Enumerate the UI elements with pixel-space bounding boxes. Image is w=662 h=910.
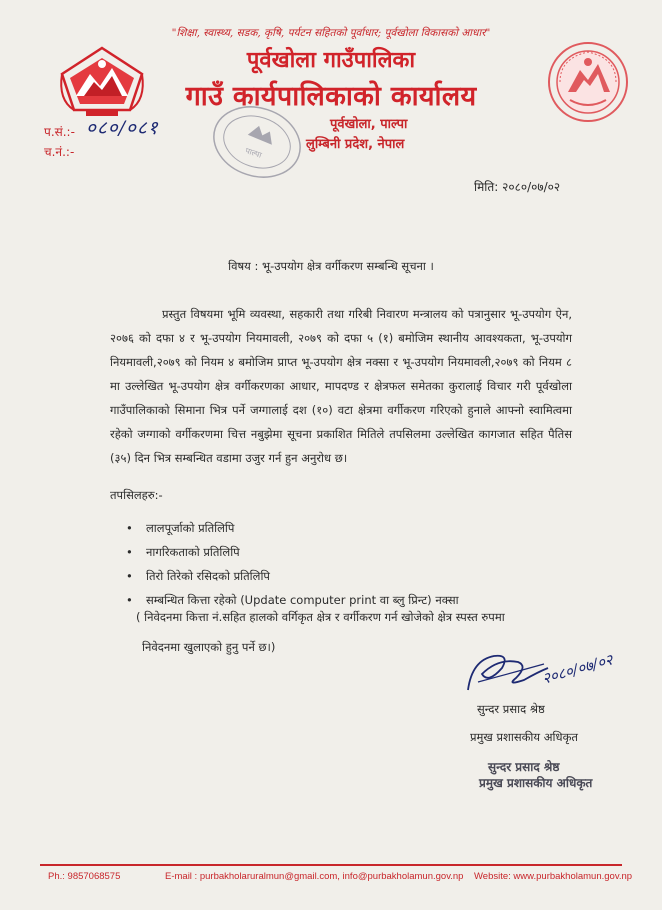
address-line-1: पूर्वखोला, पाल्पा	[330, 117, 408, 132]
address-line-2: लुम्बिनी प्रदेश, नेपाल	[306, 137, 405, 152]
footer-website: Website: www.purbakholamun.gov.np	[474, 871, 633, 882]
letter-number-handwritten: ०८०/०८१	[86, 117, 159, 139]
handwritten-signature	[458, 638, 628, 700]
letterhead-slogan: "शिक्षा, स्वास्थ्य, सडक, कृषि, पर्यटन सहितको पूर्वाधार; पूर्वखोला विकासको आधार"	[171, 27, 491, 39]
footer-phone: Ph.: 9857068575	[48, 871, 121, 882]
signatory-title: प्रमुख प्रशासकीय अधिकृत	[470, 730, 578, 744]
letter-subject: विषय : भू-उपयोग क्षेत्र वर्गीकरण सम्बन्धि सूचना ।	[228, 259, 434, 273]
svg-text:२०८०/०७/०२: २०८०/०७/०२	[540, 650, 615, 688]
signatory-name: सुन्दर प्रसाद श्रेष्ठ	[477, 702, 545, 716]
svg-text:पाल्पा: पाल्पा	[244, 146, 263, 160]
office-name: गाउँ कार्यपालिकाको कार्यालय	[185, 81, 477, 112]
list-item: • तिरो तिरेको रसिदको प्रतिलिपि	[126, 564, 459, 588]
note-line-2: निवेदनमा खुलाएको हुनु पर्ने छ।)	[142, 640, 276, 654]
note-line-1: ( निवेदनमा कित्ता नं.सहित हालको वर्गिकृत क्षेत्र र वर्गीकरण गर्न खोजेको क्षेत्र स्पस्त रुपमा	[136, 610, 505, 624]
footer-email: E-mail : purbakholaruralmun@gmail.com, info@purbakholamun.gov.np	[165, 871, 464, 882]
list-heading: तपसिलहरु:-	[110, 488, 163, 502]
list-item: • लालपूर्जाको प्रतिलिपि	[126, 516, 459, 540]
required-documents-list	[126, 516, 459, 612]
notice-body: प्रस्तुत विषयमा भूमि व्यवस्था, सहकारी तथा गरिबी निवारण मन्त्रालय को पत्रानुसार भू-उपयोग ऐन, २०७६ को दफा ४ र भू-उपयोग नियमावली, २०७९ को दफा ५ (१) बमोजिम स्थानीय आवश्यकता, भू-उपयोग नियमावली,२०७९ को नियम ४ बमोजिम प्राप्त भू-उपयोग क्षेत्र नक्सा र भू-उपयोग नियमावली,२०७९ को नियम ८ मा उल्लेखित भू-उपयोग क्षेत्र वर्गीकरणका आधार, मापदण्ड र क्षेत्रफल समेतका कुरालाई विचार गरी पूर्वखोला गाउँपालिकाको सिमाना भित्र पर्ने जग्गालाई दश (१०) वटा क्षेत्रमा वर्गीकरण गरिएको हुनाले आफ्नो स्वामित्वमा रहेको जग्गाको वर्गीकरणमा चित्त नबुझेमा सूचना प्रकाशित मितिले तपसिलमा उल्लेखित कागजात सहित पैतिस (३५) दिन भित्र सम्बन्धित वडामा उजुर गर्न हुन अनुरोध छ।	[110, 307, 572, 465]
date-label: मिति:	[474, 180, 499, 194]
municipality-name: पूर्वखोला गाउँपालिका	[246, 48, 416, 73]
signatory-stamp-title: प्रमुख प्रशासकीय अधिकृत	[479, 776, 593, 790]
letter-date	[474, 178, 560, 195]
footer-divider	[40, 864, 622, 866]
letter-number-label: प.सं.:-	[44, 125, 75, 139]
office-rubber-stamp	[208, 98, 306, 186]
list-item: • सम्बन्धित कित्ता रहेको (Update computer print वा ब्लु प्रिन्ट) नक्सा	[126, 588, 459, 612]
date-value: २०८०/०७/०२	[502, 180, 561, 194]
dispatch-number-label: च.नं.:-	[44, 145, 75, 159]
list-item: • नागरिकताको प्रतिलिपि	[126, 540, 459, 564]
signatory-stamp-name: सुन्दर प्रसाद श्रेष्ठ	[488, 760, 560, 774]
